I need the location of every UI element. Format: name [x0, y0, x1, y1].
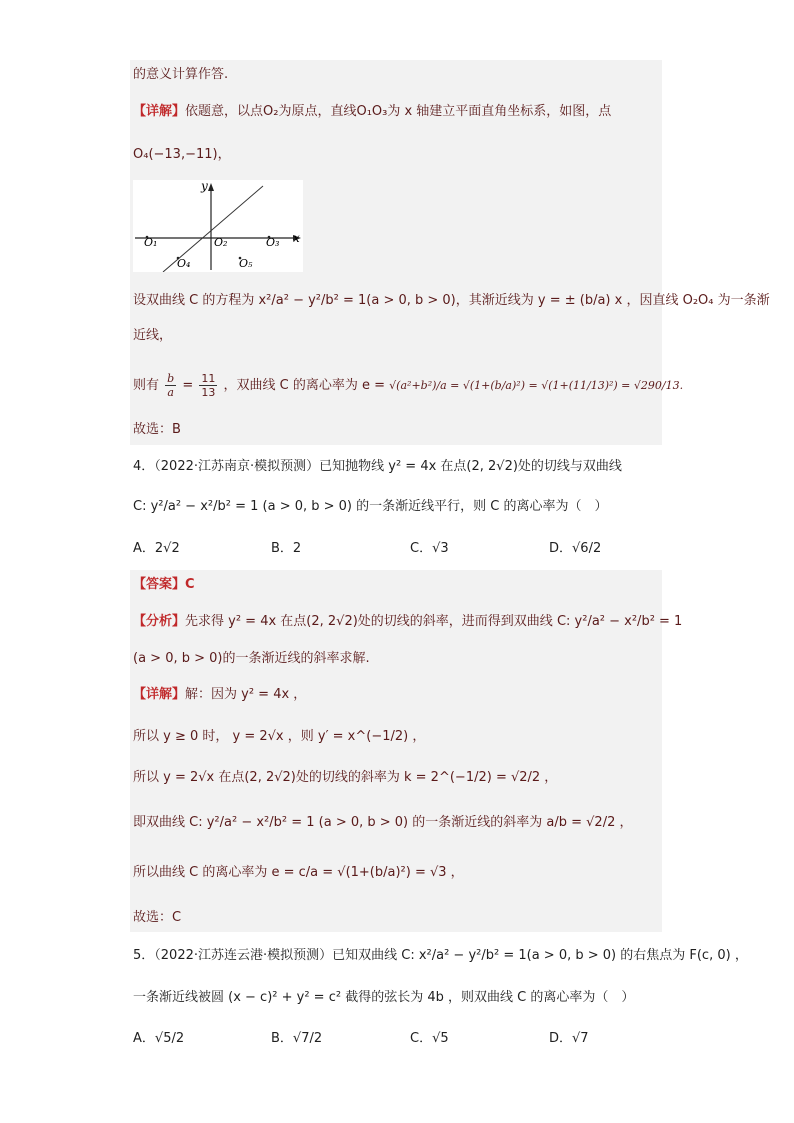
detail-text: 依题意，以点O₂为原点，直线O₁O₃为 x 轴建立平面直角坐标系，如图，点: [185, 104, 612, 119]
point-o2-label: O₂: [214, 236, 228, 249]
ratio-fraction: [165, 372, 176, 399]
q4-option-b-value: 2: [292, 541, 302, 556]
detail-line: [133, 103, 661, 121]
q5-option-b: [271, 1030, 322, 1048]
q4-detail-line2: 所以 y ≥ 0 时， y = 2√x ，则 y′ = x^(−1/2) ，: [133, 729, 426, 744]
q5-option-b-value: √7/2: [292, 1031, 323, 1046]
ratio-text-b: ，双曲线 C 的离心率为 e =: [223, 378, 386, 393]
q4-choose-line: 故选：C: [133, 910, 182, 925]
ratio-denominator: a: [167, 386, 174, 399]
q4-detail-label: 【详解】: [133, 687, 186, 702]
hyperbola-line: 设双曲线 C 的方程为 x²/a² − y²/b² = 1(a > 0, b > 0)，其渐近线为 y = ± (b/a) x ，因直线 O₂O₄ 为一条渐: [133, 293, 770, 308]
point-o1-label: O₁: [144, 236, 158, 249]
q5-option-b-label: B．: [271, 1031, 293, 1046]
q5-option-d: [549, 1030, 589, 1048]
q4-option-b-label: B．: [271, 541, 293, 556]
q4-answer-label: 【答案】: [133, 577, 186, 592]
q4-analysis-text1: 先求得 y² = 4x 在点(2, 2√2)处的切线的斜率，进而得到双曲线 C: y²/a² − x²/b² = 1: [185, 614, 683, 629]
q4-option-c: [410, 540, 449, 558]
ratio-text-a: 则有: [133, 378, 160, 393]
q4-option-c-label: C．: [410, 541, 433, 556]
point-o3-label: O₃: [266, 236, 280, 249]
q4-answer-value: C: [185, 577, 195, 592]
point-o4-label: O₄: [177, 257, 191, 270]
q4-analysis-line1: [133, 613, 683, 631]
q5-option-c-label: C．: [410, 1031, 433, 1046]
q4-option-b: [271, 540, 301, 558]
q4-detail-text1: 解：因为 y² = 4x ，: [185, 687, 307, 702]
q5-option-d-label: D．: [549, 1031, 573, 1046]
ratio-line: [133, 368, 684, 404]
y-axis-arrow-icon: [208, 183, 214, 191]
q4-option-a-value: 2√2: [154, 541, 180, 556]
q4-option-d: [549, 540, 601, 558]
hyperbola-line-cont: 近线，: [133, 328, 173, 343]
coordinate-figure: [133, 180, 303, 272]
q4-stem-line1: 4．（2022·江苏南京·模拟预测）已知抛物线 y² = 4x 在点(2, 2√2)处的切线与双曲线: [133, 459, 622, 474]
q5-option-d-value: √7: [572, 1031, 589, 1046]
q4-analysis-label: 【分析】: [133, 614, 186, 629]
q4-option-a-label: A．: [133, 541, 155, 556]
y-axis-label: y: [201, 180, 208, 193]
q5-option-a: [133, 1030, 184, 1048]
point-o5-label: O₅: [239, 257, 253, 270]
eccentricity-expression: √(a²+b²)/a = √(1+(b/a)²) = √(1+(11/13)²) = √290/13.: [389, 379, 684, 392]
q5-stem-line2: 一条渐近线被圆 (x − c)² + y² = c² 截得的弦长为 4b ，则双曲线 C 的离心率为（ ）: [133, 990, 635, 1005]
ratio-value-fraction: [199, 372, 217, 399]
x-axis-label: x: [293, 231, 300, 245]
ratio-value-denominator: 13: [201, 386, 216, 399]
choose-line-prev: 故选：B: [133, 422, 181, 437]
point-line: O₄(−13,−11)，: [133, 147, 231, 162]
q4-detail-line3: 所以 y = 2√x 在点(2, 2√2)处的切线的斜率为 k = 2^(−1/2) = √2/2 ，: [133, 770, 558, 785]
ratio-value-numerator: 11: [201, 372, 216, 385]
q4-answer-line: [133, 576, 661, 594]
q5-option-a-label: A．: [133, 1031, 155, 1046]
q4-option-c-value: √3: [432, 541, 449, 556]
q5-stem-line1: 5．（2022·江苏连云港·模拟预测）已知双曲线 C: x²/a² − y²/b² = 1(a > 0, b > 0) 的右焦点为 F(c, 0) ，: [133, 948, 748, 963]
q5-option-a-value: √5/2: [154, 1031, 185, 1046]
q4-detail-line5: 所以曲线 C 的离心率为 e = c/a = √(1+(b/a)²) = √3 ，: [133, 865, 464, 880]
q4-stem-line2: C: y²/a² − x²/b² = 1 (a > 0, b > 0) 的一条渐近线平行，则 C 的离心率为（ ）: [133, 499, 608, 514]
solution-text-line: 的意义计算作答.: [133, 67, 229, 82]
q5-option-c-value: √5: [432, 1031, 449, 1046]
ratio-numerator: b: [167, 372, 175, 385]
q4-detail-line4: 即双曲线 C: y²/a² − x²/b² = 1 (a > 0, b > 0) 的一条渐近线的斜率为 a/b = √2/2 ，: [133, 815, 633, 830]
q4-option-a: [133, 540, 180, 558]
q4-detail-line1: [133, 686, 661, 704]
ratio-equals: =: [182, 378, 194, 393]
detail-label: 【详解】: [133, 104, 186, 119]
q4-option-d-value: √6/2: [572, 541, 602, 556]
q4-option-d-label: D．: [549, 541, 573, 556]
q5-option-c: [410, 1030, 449, 1048]
q4-analysis-line2: (a > 0, b > 0)的一条渐近线的斜率求解.: [133, 651, 370, 666]
coordinate-figure-svg: [133, 180, 303, 272]
